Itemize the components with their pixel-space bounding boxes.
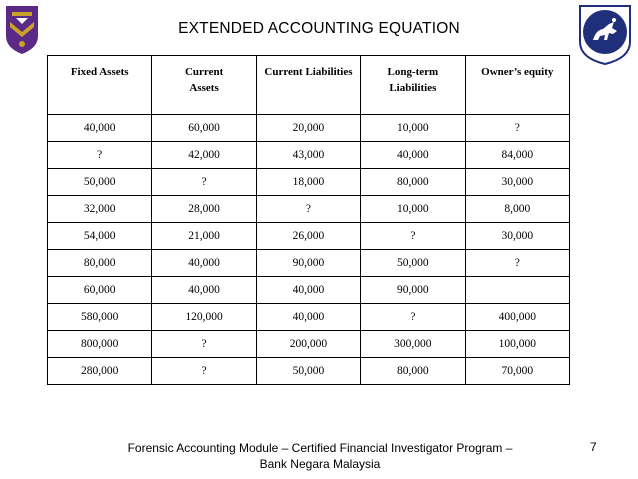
page-number: 7 — [590, 440, 597, 454]
table-cell: 120,000 — [152, 304, 256, 331]
table-cell: 90,000 — [256, 250, 360, 277]
table-cell: 10,000 — [361, 115, 465, 142]
table-cell: 80,000 — [361, 358, 465, 385]
table-cell: 84,000 — [465, 142, 569, 169]
table-cell: 40,000 — [152, 277, 256, 304]
table-cell: 40,000 — [152, 250, 256, 277]
table-header-row — [48, 56, 570, 115]
table-cell: ? — [48, 142, 152, 169]
table-cell: 10,000 — [361, 196, 465, 223]
table-cell: 43,000 — [256, 142, 360, 169]
table-cell: 20,000 — [256, 115, 360, 142]
table-cell: ? — [152, 331, 256, 358]
slide-title: EXTENDED ACCOUNTING EQUATION — [178, 20, 460, 37]
table-cell: ? — [152, 358, 256, 385]
column-header: Long-term Liabilities — [361, 56, 465, 115]
table-cell: 40,000 — [48, 115, 152, 142]
table-cell: 30,000 — [465, 223, 569, 250]
table-row — [48, 358, 570, 385]
table-row — [48, 250, 570, 277]
table-cell: ? — [465, 115, 569, 142]
table-cell: 40,000 — [256, 304, 360, 331]
table-cell: ? — [152, 169, 256, 196]
equation-table — [47, 55, 570, 385]
table-cell: 50,000 — [256, 358, 360, 385]
column-header: Fixed Assets — [48, 56, 152, 115]
table-row — [48, 304, 570, 331]
table-cell: 60,000 — [48, 277, 152, 304]
table-cell: 80,000 — [48, 250, 152, 277]
table-cell: 28,000 — [152, 196, 256, 223]
table-cell: 50,000 — [361, 250, 465, 277]
table-row — [48, 196, 570, 223]
table-cell: 280,000 — [48, 358, 152, 385]
table-cell: 54,000 — [48, 223, 152, 250]
table-cell: 18,000 — [256, 169, 360, 196]
footer-line-1: Forensic Accounting Module – Certified Financial Investigator Program – — [127, 441, 513, 455]
table-cell: 80,000 — [361, 169, 465, 196]
table-cell: 580,000 — [48, 304, 152, 331]
column-header: Owner’s equity — [465, 56, 569, 115]
table-cell — [465, 277, 569, 304]
table-cell: 800,000 — [48, 331, 152, 358]
table-cell: 26,000 — [256, 223, 360, 250]
table-cell: 200,000 — [256, 331, 360, 358]
table-body — [48, 115, 570, 385]
column-header: Current Assets — [152, 56, 256, 115]
table-cell: 100,000 — [465, 331, 569, 358]
table-cell: 40,000 — [256, 277, 360, 304]
table-cell: 30,000 — [465, 169, 569, 196]
table-row — [48, 115, 570, 142]
table-row — [48, 331, 570, 358]
table-cell: 8,000 — [465, 196, 569, 223]
table-cell: 21,000 — [152, 223, 256, 250]
table-cell: 40,000 — [361, 142, 465, 169]
table-cell: 50,000 — [48, 169, 152, 196]
table-cell: 400,000 — [465, 304, 569, 331]
table-row — [48, 169, 570, 196]
table-cell: ? — [361, 304, 465, 331]
footer — [90, 440, 550, 472]
table-row — [48, 223, 570, 250]
table-cell: ? — [256, 196, 360, 223]
column-header: Current Liabilities — [256, 56, 360, 115]
table-cell: 70,000 — [465, 358, 569, 385]
table-cell: 42,000 — [152, 142, 256, 169]
table-row — [48, 142, 570, 169]
table-cell: ? — [465, 250, 569, 277]
table-cell: 90,000 — [361, 277, 465, 304]
table-row — [48, 277, 570, 304]
table-cell: 300,000 — [361, 331, 465, 358]
table-cell: ? — [361, 223, 465, 250]
footer-line-2: Bank Negara Malaysia — [259, 457, 381, 471]
table-cell: 32,000 — [48, 196, 152, 223]
table-cell: 60,000 — [152, 115, 256, 142]
